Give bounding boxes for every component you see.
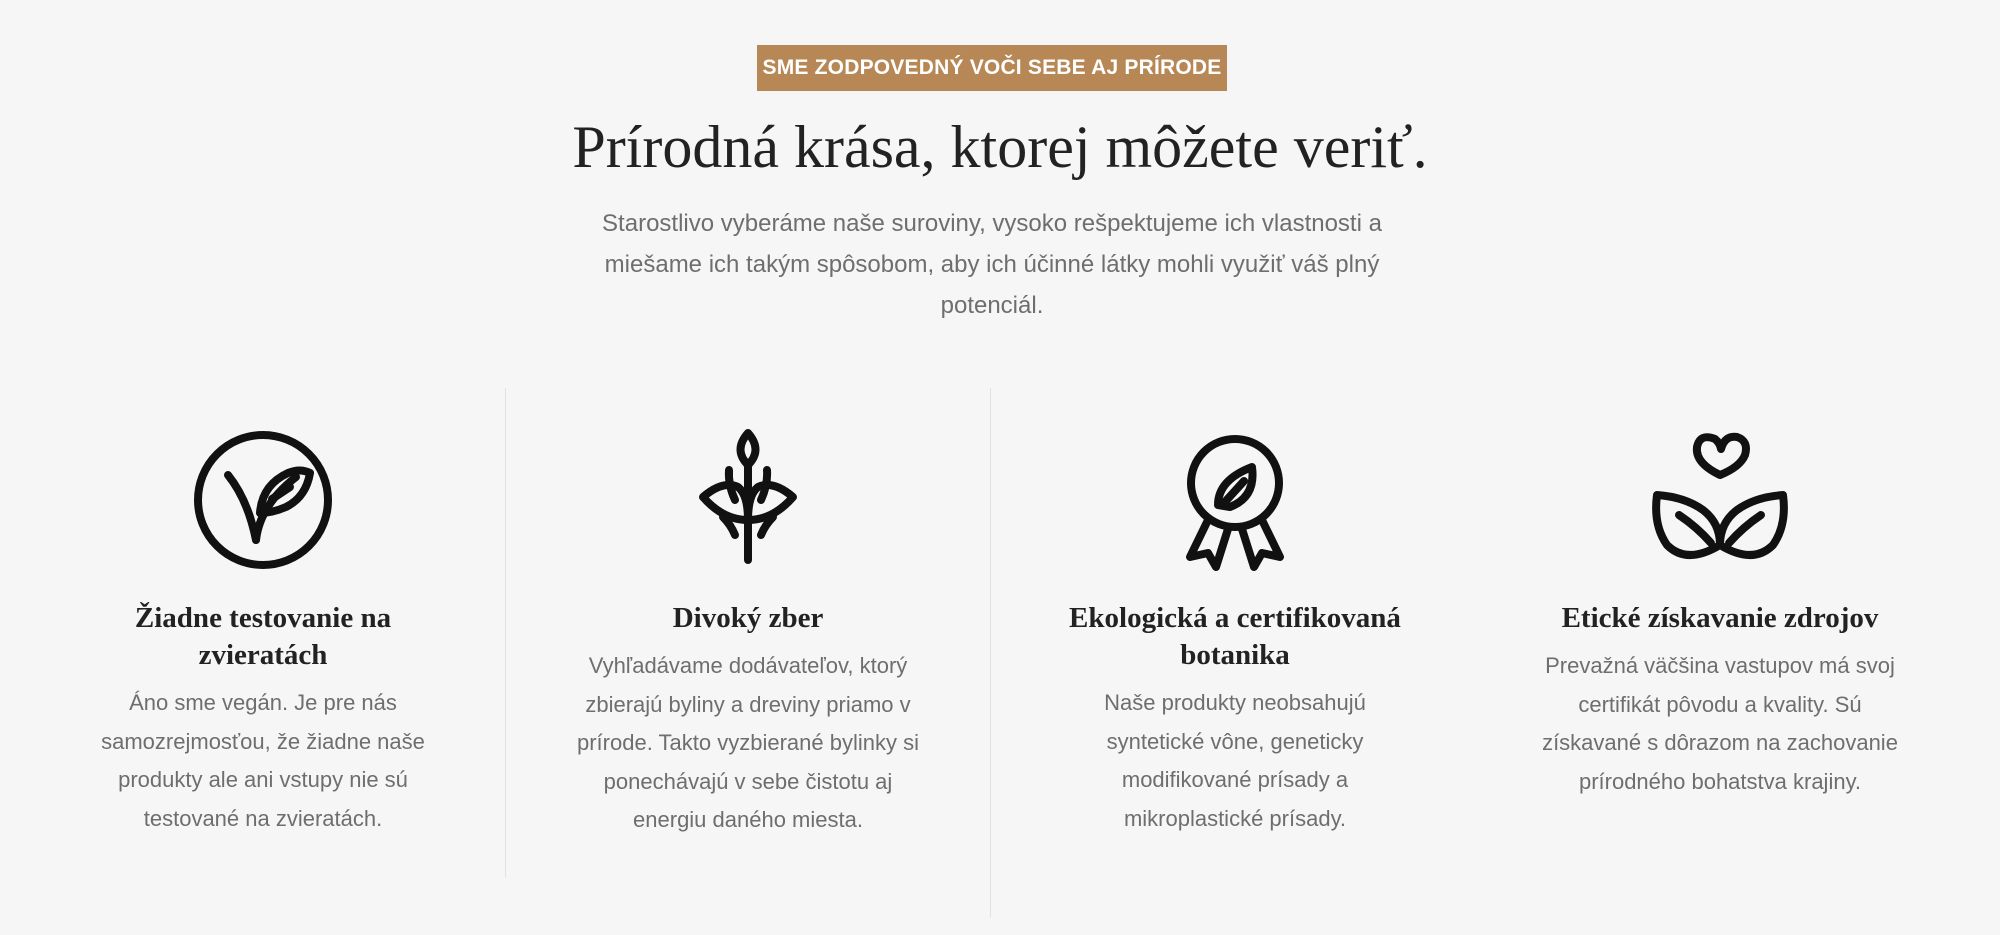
feature-title: Žiadne testovanie na zvieratách: [134, 602, 392, 671]
heart-leaves-icon: [1645, 425, 1795, 575]
section-intro: Starostlivo vyberáme naše suroviny, vysoko rešpektujeme ich vlastnosti a miešame ich takým spôsobom, aby ich účinné látky mohli využiť váš plný potenciál.: [602, 210, 1382, 319]
feature-title: Ekologická a certifikovaná botanika: [1069, 602, 1401, 671]
feature-title: Etické získavanie zdrojov: [1561, 602, 1879, 634]
feature-no-animal-testing: [83, 425, 443, 838]
section-badge: SME ZODPOVEDNÝ VOČI SEBE AJ PRÍRODE: [757, 45, 1227, 91]
feature-wild-harvest: [568, 425, 928, 840]
certified-badge-icon: [1160, 425, 1310, 575]
feature-text: Vyhľadávame dodávateľov, ktorý zbierajú byliny a dreviny priamo v prírode. Takto vyzbierané bylinky si ponechávajú v sebe čistotu aj energiu daného miesta.: [577, 653, 919, 832]
section-title: Prírodná krása, ktorej môžete veriť.: [572, 114, 1428, 180]
feature-text: Prevažná väčšina vastupov má svoj certifikát pôvodu a kvality. Sú získavané s dôrazom na zachovanie prírodného bohatstva krajiny.: [1542, 653, 1898, 794]
feature-organic-botany: [1055, 425, 1415, 838]
plant-icon: [673, 425, 823, 575]
feature-ethical-sourcing: [1540, 425, 1900, 801]
feature-title: Divoký zber: [672, 602, 824, 634]
column-divider: [990, 388, 991, 918]
feature-text: Naše produkty neobsahujú syntetické vône, geneticky modifikované prísady a mikroplastické prísady.: [1104, 690, 1366, 831]
feature-text: Áno sme vegán. Je pre nás samozrejmosťou, že žiadne naše produkty ale ani vstupy nie sú testované na zvieratách.: [101, 690, 425, 831]
vegan-icon: [188, 425, 338, 575]
column-divider: [505, 388, 506, 878]
